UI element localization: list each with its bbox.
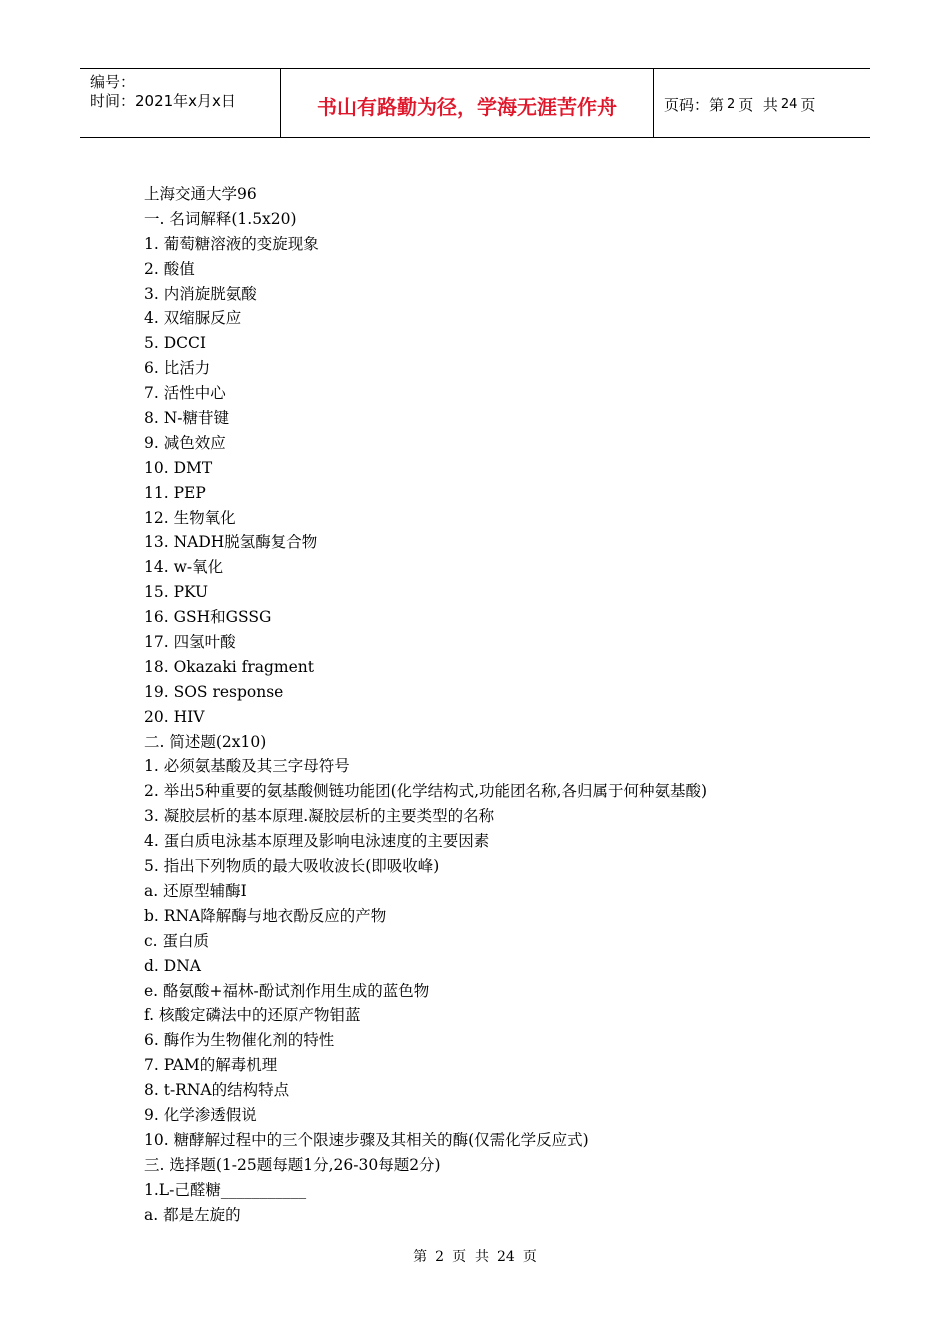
document-line: 9. 化学渗透假说: [144, 1105, 257, 1124]
document-line: 二. 简述题(2x10): [144, 732, 267, 751]
document-line: 7. 活性中心: [144, 384, 226, 403]
page-footer: [0, 1246, 950, 1266]
document-line: 12. 生物氧化: [144, 508, 236, 527]
document-line: a. 都是左旋的: [144, 1205, 241, 1224]
document-line: d. DNA: [144, 956, 201, 975]
document-line: b. RNA降解酶与地衣酚反应的产物: [144, 906, 387, 925]
document-line: 1. 必须氨基酸及其三字母符号: [144, 757, 350, 776]
document-line: 3. 凝胶层析的基本原理.凝胶层析的主要类型的名称: [144, 807, 495, 826]
footer-suffix: 页: [522, 1249, 537, 1265]
footer-current: 2: [435, 1249, 445, 1265]
page-label-suffix: 页: [800, 95, 816, 114]
document-line: 8. N-糖苷键: [144, 409, 230, 428]
document-line: 19. SOS response: [144, 682, 284, 701]
document-line: f. 核酸定磷法中的还原产物钼蓝: [144, 1006, 361, 1025]
document-line: 20. HIV: [144, 707, 205, 726]
document-line: 18. Okazaki fragment: [144, 657, 314, 676]
page-label-prefix: 页码：第: [664, 95, 725, 114]
document-line: 三. 选择题(1-25题每题1分,26-30每题2分): [144, 1155, 441, 1174]
header-meta: [80, 69, 281, 137]
page-current: 2: [727, 96, 736, 112]
document-line: 16. GSH和GSSG: [144, 608, 272, 627]
document-line: 1. 葡萄糖溶液的变旋现象: [144, 234, 319, 253]
document-line: 5. DCCI: [144, 334, 206, 353]
document-line: 10. DMT: [144, 458, 213, 477]
document-line: 8. t-RNA的结构特点: [144, 1081, 290, 1100]
document-line: 1.L-己醛糖___________: [144, 1180, 307, 1199]
document-line: 3. 内消旋胱氨酸: [144, 284, 257, 303]
footer-total: 24: [497, 1249, 515, 1265]
header-motto: 书山有路勤为径，学海无涯苦作舟: [281, 69, 654, 137]
document-line: 4. 双缩脲反应: [144, 309, 242, 328]
footer-prefix: 第: [413, 1249, 428, 1265]
document-line: 上海交通大学96: [144, 185, 257, 203]
document-line: a. 还原型辅酶I: [144, 881, 247, 900]
document-line: 15. PKU: [144, 583, 209, 602]
document-line: 5. 指出下列物质的最大吸收波长(即吸收峰): [144, 857, 440, 876]
document-line: 6. 酶作为生物催化剂的特性: [144, 1031, 335, 1050]
document-line: 17. 四氢叶酸: [144, 633, 236, 652]
date-label: 时间：2021年x月x日: [90, 92, 236, 110]
document-line: 4. 蛋白质电泳基本原理及影响电泳速度的主要因素: [144, 832, 490, 851]
document-line: 9. 减色效应: [144, 433, 226, 452]
footer-mid: 页 共: [452, 1249, 489, 1265]
document-line: 6. 比活力: [144, 359, 211, 378]
page-total: 24: [780, 96, 798, 112]
page-header: [80, 68, 870, 138]
document-line: e. 酪氨酸+福林-酚试剂作用生成的蓝色物: [144, 981, 430, 1000]
document-line: 11. PEP: [144, 483, 206, 502]
document-line: 2. 酸值: [144, 259, 195, 278]
document-line: c. 蛋白质: [144, 931, 210, 950]
document-line: 2. 举出5种重要的氨基酸侧链功能团(化学结构式,功能团名称,各归属于何种氨基酸): [144, 782, 708, 801]
document-line: 14. w-氧化: [144, 558, 224, 577]
document-line: 10. 糖酵解过程中的三个限速步骤及其相关的酶(仅需化学反应式): [144, 1130, 589, 1149]
document-line: 13. NADH脱氢酶复合物: [144, 533, 318, 552]
document-line: 7. PAM的解毒机理: [144, 1056, 278, 1075]
page-label-mid: 页 共: [738, 95, 778, 114]
number-label: 编号：: [90, 73, 136, 91]
header-page-info: [654, 69, 870, 137]
document-line: 一. 名词解释(1.5x20): [144, 209, 297, 228]
document-body: [144, 182, 864, 1227]
